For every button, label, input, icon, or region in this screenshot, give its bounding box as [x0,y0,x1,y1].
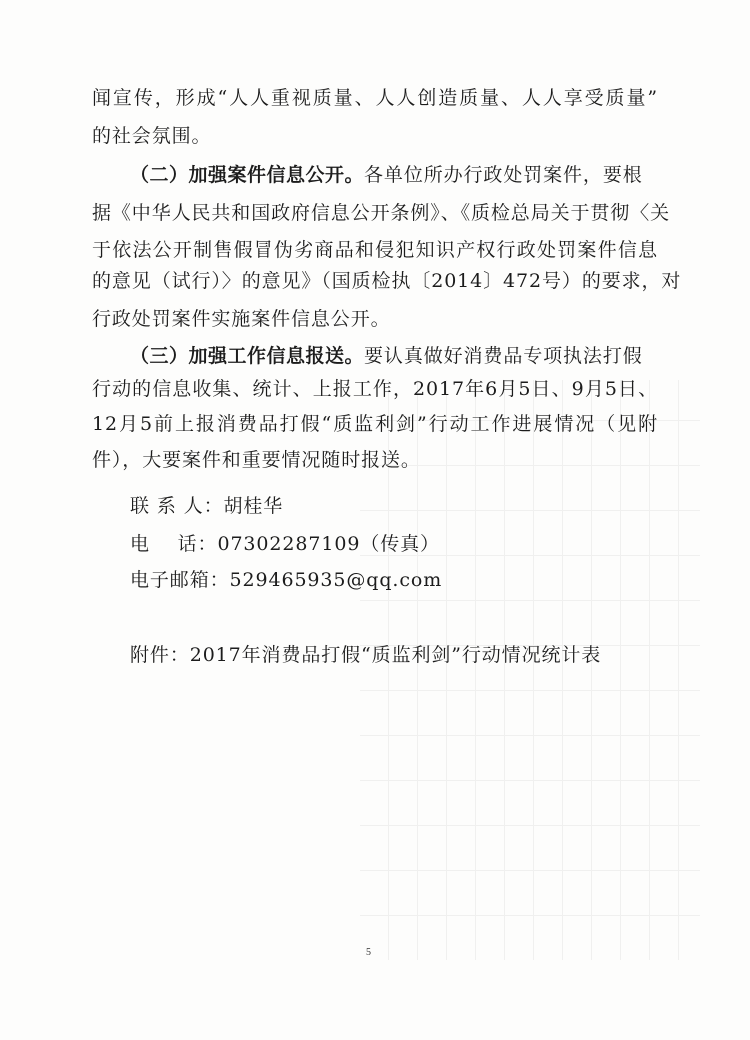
section3-line4: 件），大要案件和重要情况随时报送。 [92,449,421,471]
contact-email: 电子邮箱：529465935@qq.com [130,569,443,591]
page-number: 5 [366,947,371,958]
contact-phone: 电 话：07302287109（传真） [130,533,440,555]
section2-line1 [130,166,658,185]
section2-line4: 的意见（试行）〉的意见》（国质检执〔2014〕472号）的要求，对 [92,270,682,292]
attachment-note: 附件：2017年消费品打假“质监利剑”行动情况统计表 [130,644,602,666]
section3-line1-rest: 要认真做好消费品专项执法打假 [364,345,643,367]
section2-line2: 据《中华人民共和国政府信息公开条例》、《质检总局关于贯彻〈关 [92,202,671,224]
section3-line2: 行动的信息收集、统计、上报工作，2017年6月5日、9月5日、 [92,378,658,400]
contact-person: 联 系 人：胡桂华 [130,495,284,517]
section2-heading: （二）加强案件信息公开。 [130,164,365,186]
section2-line3: 于依法公开制售假冒伪劣商品和侵犯知识产权行政处罚案件信息 [92,239,658,261]
paragraph1-line1: 闻宣传，形成“人人重视质量、人人创造质量、人人享受质量” [92,87,658,109]
section3-line3: 12月5前上报消费品打假“质监利剑”行动工作进展情况（见附 [92,413,658,435]
section3-heading: （三）加强工作信息报送。 [130,345,365,367]
section2-line1-rest: 各单位所办行政处罚案件，要根 [364,164,643,186]
section2-line5: 行政处罚案件实施案件信息公开。 [92,308,391,330]
section3-line1 [130,347,658,366]
paragraph1-line2: 的社会氛围。 [92,125,212,147]
